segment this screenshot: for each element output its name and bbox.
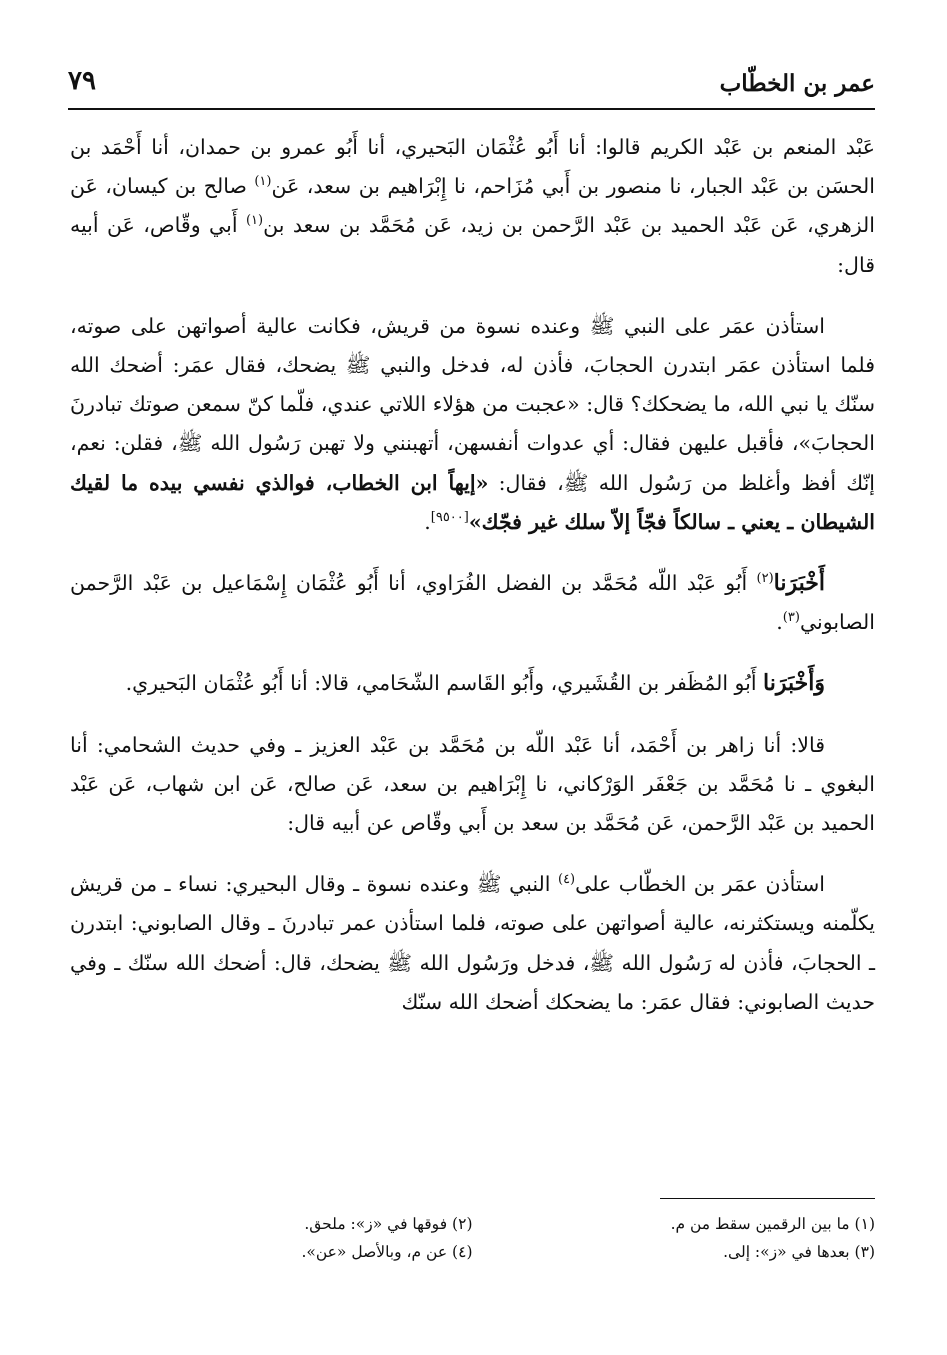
hadith-reference: [٩٥٠٠] xyxy=(430,510,469,525)
footnote-marker: (٣) xyxy=(782,610,800,626)
page-number: ٧٩ xyxy=(68,66,96,96)
isnad-paragraph-3 xyxy=(70,664,875,703)
footnote-text: فوقها في «ز»: ملحق. xyxy=(304,1215,448,1233)
header-rule xyxy=(68,108,875,110)
footnote-marker: (٢) xyxy=(756,571,774,587)
footnote-text: عن م، وبالأصل «عن». xyxy=(301,1243,448,1261)
paragraph-text: أَبُو المُظَفر بن القُشَيري، وأَبُو القَاسم الشّحَامي، قالا: أنا أَبُو عُثْمَان البَحيري. xyxy=(125,671,764,696)
footnote-marker: (١) xyxy=(245,213,264,229)
running-header xyxy=(68,62,875,108)
footnote-1 xyxy=(473,1210,876,1238)
hadith-paragraph-1 xyxy=(70,307,875,542)
paragraph-text: قالا: أنا زاهر بن أَحْمَد، أنا عَبْد اللّه بن مُحَمَّد بن عَبْد العزيز ـ وفي حديث الشحامي: أنا البغوي ـ نا مُحَمَّد بن جَعْفَر الوَرْكاني، نا إِبْرَاهيم بن سعد، عَن صالح، عَن ابن شهاب، عَن عَبْد الحميد بن عَبْد الرَّحمن، عَن مُحَمَّد بن سعد بن أَبي وقّاص عن أبيه قال: xyxy=(70,732,875,836)
isnad-paragraph-2 xyxy=(70,564,875,642)
isnad-paragraph-1 xyxy=(70,128,875,285)
footnote-4 xyxy=(70,1238,473,1266)
footnote-number: (٢) xyxy=(452,1215,473,1233)
footnote-rule xyxy=(660,1198,875,1199)
footnote-marker: (١) xyxy=(254,174,272,190)
paragraph-text: عَبْد المنعم بن عَبْد الكريم قالوا: أنا أَبُو عُثْمَان البَحيري، أنا أَبُو عمرو بن حمدان، أنا أَحْمَد بن الحسَن بن عَبْد الجبار، نا منصور بن أَبي مُزَاحم، نا إِبْرَاهيم بن سعد، عَن xyxy=(70,135,875,199)
isnad-paragraph-4 xyxy=(70,726,875,844)
footnote-number: (١) xyxy=(854,1215,875,1233)
paragraph-end: . xyxy=(424,509,431,534)
footnote-3 xyxy=(473,1238,876,1266)
footnote-row xyxy=(70,1238,875,1266)
footnote-text: بعدها في «ز»: إلى. xyxy=(723,1243,850,1261)
footnote-number: (٣) xyxy=(854,1243,875,1261)
footnote-2 xyxy=(70,1210,473,1238)
footnote-marker: (٤) xyxy=(557,872,576,888)
paragraph-end: . xyxy=(776,610,783,635)
footnote-text: ما بين الرقمين سقط من م. xyxy=(670,1215,850,1233)
header-title: عمر بن الخطّاب xyxy=(719,70,875,97)
paragraph-text: استأذن عمَر بن الخطّاب على xyxy=(575,872,825,897)
paragraph-text: أَبُو عَبْد اللّه مُحَمَّد بن الفضل الفُرَاوي، أنا أَبُو عُثْمَان إِسْمَاعيل بن عَبْد الرَّحمن الصابوني xyxy=(70,571,875,635)
main-text xyxy=(70,128,875,1044)
prophet-quote: «إيهاً ابن الخطاب، فوالذي نفسي بيده ما لقيك الشيطان ـ يعني ـ سالكاً فجّاً إلاّ سلك غير فجّك» xyxy=(70,470,875,534)
paragraph-text: صالح بن كيسان، عَن الزهري، عَن عَبْد الحميد بن عَبْد الرَّحمن بن زيد، عَن مُحَمَّد بن سعد بن xyxy=(70,174,875,238)
paragraph-text: استأذن عمَر على النبي ﷺ وعنده نسوة من قريش، فكانت عالية أصواتهن على صوته، فلما استأذن عمَر ابتدرن الحجابَ، فأذن له، فدخل والنبي ﷺ يضحك، فقال عمَر: أضحك الله سنّك يا نبي الله، ما يضحكك؟ قال: «عجبت من هؤلاء اللاتي عندي، فلّما كنّ سمعن صوتك تبادرنَ الحجابَ»، فأقبل عليهن فقال: أي عدوات أنفسهن، أتهبنني ولا تهبن رَسُول الله ﷺ، فقلن: نعم، إنّك أفظ وأغلظ من رَسُول الله ﷺ، فقال: xyxy=(70,313,875,495)
paragraph-text: النبي ﷺ وعنده نسوة ـ وقال البحيري: نساء ـ من قريش يكلّمنه ويستكثرنه، عالية أصواتهن على صوته، فلما استأذن عمر تبادرنَ ـ وقال الصابوني: ابتدرن ـ الحجابَ، فأذن له رَسُول الله ﷺ، فدخل ورَسُول الله ﷺ يضحك، قال: أضحك الله سنّك ـ وفي حديث الصابوني: فقال عمَر: ما يضحكك أضحك الله سنّك xyxy=(70,872,875,1014)
footnote-row xyxy=(70,1210,875,1238)
footnotes xyxy=(70,1210,875,1266)
paragraph-text: أَبي وقّاص، عَن أبيه قال: xyxy=(70,213,875,277)
footnote-number: (٤) xyxy=(452,1243,473,1261)
lead-word: وَأَخْبَرَنا xyxy=(763,670,825,697)
hadith-paragraph-2 xyxy=(70,865,875,1022)
lead-word: أَخْبَرَنا xyxy=(773,570,825,597)
